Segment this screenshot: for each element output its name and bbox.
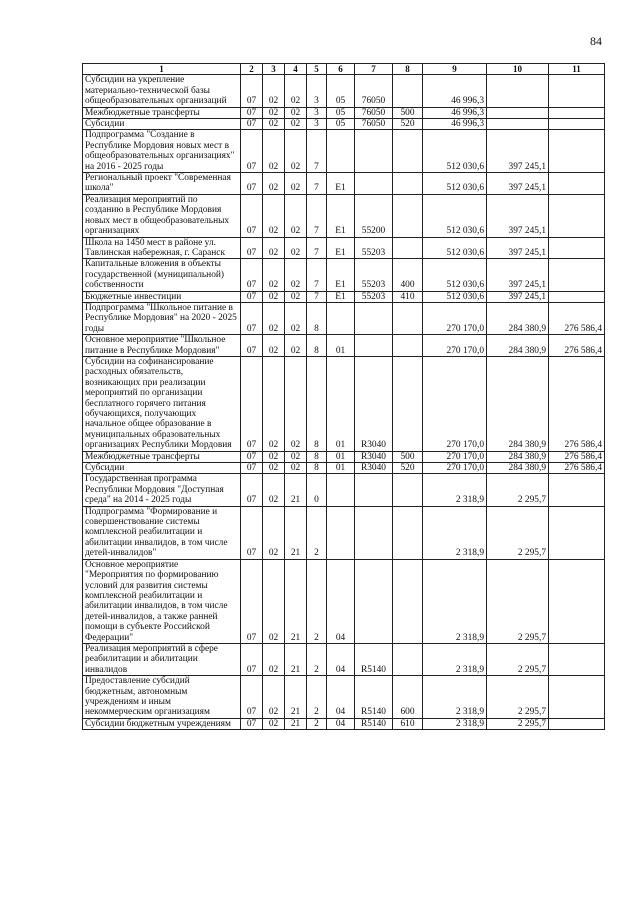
- row-name: Субсидии на софинансирование расходных обязательств, возникающих при реализации мероприятий по организации бесплатного горячего питания обучающихся, получающих начальное общее образование в муниципальных образовательных организациях Республики Мордовия: [83, 356, 241, 451]
- cell-amount: 270 170,0: [423, 335, 487, 357]
- cell-code: 8: [307, 463, 327, 474]
- cell-amount: [549, 259, 605, 291]
- cell-code: 02: [263, 119, 285, 130]
- cell-code: 02: [285, 291, 307, 302]
- row-name: Бюджетные инвестиции: [83, 291, 241, 302]
- cell-amount: [549, 474, 605, 506]
- cell-code: 02: [285, 237, 307, 259]
- cell-amount: 512 030,6: [423, 237, 487, 259]
- cell-amount: [549, 75, 605, 107]
- cell-code: 02: [285, 463, 307, 474]
- cell-code: 07: [241, 474, 263, 506]
- cell-code: 01: [327, 356, 355, 451]
- cell-code: 02: [263, 718, 285, 729]
- cell-code: 04: [327, 559, 355, 643]
- table-row: [83, 259, 605, 291]
- row-name: Региональный проект "Современная школа": [83, 173, 241, 195]
- cell-code: 02: [285, 302, 307, 334]
- cell-code: 02: [263, 643, 285, 675]
- table-row: [83, 474, 605, 506]
- table-row: [83, 559, 605, 643]
- cell-code: 76050: [355, 107, 393, 118]
- cell-code: [393, 356, 423, 451]
- cell-amount: [549, 173, 605, 195]
- cell-code: 02: [263, 302, 285, 334]
- cell-code: 55200: [355, 194, 393, 237]
- cell-code: [355, 506, 393, 559]
- row-name: Межбюджетные трансферты: [83, 107, 241, 118]
- table-row: [83, 194, 605, 237]
- cell-code: 02: [285, 119, 307, 130]
- cell-amount: 284 380,9: [487, 451, 549, 462]
- table-row: [83, 107, 605, 118]
- cell-code: 21: [285, 718, 307, 729]
- cell-code: 02: [263, 130, 285, 173]
- cell-code: 07: [241, 237, 263, 259]
- cell-code: [393, 643, 423, 675]
- row-name: Межбюджетные трансферты: [83, 451, 241, 462]
- cell-code: 02: [263, 559, 285, 643]
- page-number: 84: [590, 34, 602, 48]
- cell-code: 7: [307, 194, 327, 237]
- column-header: 6: [327, 64, 355, 75]
- table-row: [83, 718, 605, 729]
- cell-code: [355, 335, 393, 357]
- cell-amount: 397 245,1: [487, 173, 549, 195]
- column-header: 9: [423, 64, 487, 75]
- cell-code: 07: [241, 259, 263, 291]
- cell-code: 07: [241, 559, 263, 643]
- cell-code: [393, 173, 423, 195]
- cell-code: 02: [263, 107, 285, 118]
- cell-amount: 512 030,6: [423, 194, 487, 237]
- cell-amount: [487, 107, 549, 118]
- cell-code: 7: [307, 173, 327, 195]
- cell-code: 02: [285, 107, 307, 118]
- row-name: Субсидии на укрепление материально-технической базы общеобразовательных организаций: [83, 75, 241, 107]
- cell-code: 02: [285, 259, 307, 291]
- cell-code: 01: [327, 451, 355, 462]
- cell-amount: [549, 718, 605, 729]
- column-header: 4: [285, 64, 307, 75]
- cell-code: R3040: [355, 463, 393, 474]
- cell-amount: [549, 119, 605, 130]
- cell-code: 02: [285, 194, 307, 237]
- cell-amount: [549, 291, 605, 302]
- cell-code: E1: [327, 259, 355, 291]
- cell-code: 410: [393, 291, 423, 302]
- cell-code: 02: [285, 451, 307, 462]
- cell-amount: [487, 75, 549, 107]
- column-header: 2: [241, 64, 263, 75]
- cell-code: 02: [285, 356, 307, 451]
- cell-amount: 46 996,3: [423, 107, 487, 118]
- table-row: [83, 335, 605, 357]
- cell-code: 55203: [355, 237, 393, 259]
- cell-code: 07: [241, 119, 263, 130]
- cell-code: 8: [307, 302, 327, 334]
- table-row: [83, 451, 605, 462]
- table-row: [83, 75, 605, 107]
- table-row: [83, 130, 605, 173]
- cell-amount: 2 318,9: [423, 559, 487, 643]
- cell-amount: 2 318,9: [423, 676, 487, 719]
- cell-amount: 397 245,1: [487, 259, 549, 291]
- cell-code: 07: [241, 506, 263, 559]
- cell-code: 02: [285, 75, 307, 107]
- table-body: [83, 75, 605, 730]
- table-row: [83, 291, 605, 302]
- cell-amount: [549, 676, 605, 719]
- cell-code: 8: [307, 451, 327, 462]
- cell-code: 05: [327, 107, 355, 118]
- cell-code: 7: [307, 259, 327, 291]
- cell-code: 02: [263, 194, 285, 237]
- row-name: Основное мероприятие "Школьное питание в Республике Мордовия": [83, 335, 241, 357]
- cell-amount: 397 245,1: [487, 291, 549, 302]
- cell-code: R5140: [355, 676, 393, 719]
- cell-amount: 512 030,6: [423, 130, 487, 173]
- cell-amount: [487, 119, 549, 130]
- cell-code: 55203: [355, 291, 393, 302]
- table-row: [83, 463, 605, 474]
- cell-code: 02: [263, 463, 285, 474]
- table-row: [83, 643, 605, 675]
- cell-amount: 2 318,9: [423, 718, 487, 729]
- cell-code: 07: [241, 107, 263, 118]
- cell-amount: 2 295,7: [487, 474, 549, 506]
- cell-code: 21: [285, 676, 307, 719]
- row-name: Капитальные вложения в объекты государственной (муниципальной) собственности: [83, 259, 241, 291]
- cell-amount: 512 030,6: [423, 291, 487, 302]
- cell-code: 2: [307, 643, 327, 675]
- cell-code: 76050: [355, 119, 393, 130]
- cell-code: 02: [263, 173, 285, 195]
- cell-amount: [549, 107, 605, 118]
- cell-code: 07: [241, 451, 263, 462]
- column-header: 7: [355, 64, 393, 75]
- cell-code: 07: [241, 291, 263, 302]
- cell-code: 07: [241, 302, 263, 334]
- cell-code: 21: [285, 643, 307, 675]
- cell-code: 07: [241, 676, 263, 719]
- cell-amount: 2 295,7: [487, 676, 549, 719]
- row-name: Основное мероприятие "Мероприятия по формированию условий для развития системы комплексной реабилитации и абилитации инвалидов, в том числе детей-инвалидов, а также ранней помощи в субъекте Российской Федерации": [83, 559, 241, 643]
- row-name: Субсидии бюджетным учреждениям: [83, 718, 241, 729]
- cell-code: 520: [393, 119, 423, 130]
- table-row: [83, 356, 605, 451]
- cell-amount: 2 295,7: [487, 718, 549, 729]
- table-row: [83, 237, 605, 259]
- cell-code: E1: [327, 237, 355, 259]
- cell-amount: 2 318,9: [423, 506, 487, 559]
- cell-code: 02: [263, 259, 285, 291]
- cell-code: [393, 302, 423, 334]
- column-header: 3: [263, 64, 285, 75]
- cell-code: 07: [241, 718, 263, 729]
- cell-code: R3040: [355, 356, 393, 451]
- cell-code: 04: [327, 643, 355, 675]
- cell-code: 21: [285, 559, 307, 643]
- cell-amount: 276 586,4: [549, 335, 605, 357]
- cell-code: 02: [285, 130, 307, 173]
- cell-code: 07: [241, 356, 263, 451]
- table-row: [83, 173, 605, 195]
- cell-amount: 46 996,3: [423, 119, 487, 130]
- cell-amount: 276 586,4: [549, 356, 605, 451]
- column-header: 5: [307, 64, 327, 75]
- cell-amount: 397 245,1: [487, 237, 549, 259]
- cell-code: [393, 559, 423, 643]
- cell-code: [355, 130, 393, 173]
- cell-code: 02: [263, 474, 285, 506]
- cell-amount: 276 586,4: [549, 302, 605, 334]
- cell-code: 3: [307, 75, 327, 107]
- cell-amount: 2 295,7: [487, 506, 549, 559]
- cell-code: 02: [263, 237, 285, 259]
- cell-code: 02: [263, 506, 285, 559]
- cell-amount: 284 380,9: [487, 356, 549, 451]
- cell-code: E1: [327, 173, 355, 195]
- row-name: Подпрограмма "Формирование и совершенствование системы комплексной реабилитации и абилитации инвалидов, в том числе детей-инвалидов": [83, 506, 241, 559]
- cell-code: 2: [307, 506, 327, 559]
- row-name: Государственная программа Республики Мордовия "Доступная среда" на 2014 - 2025 годы: [83, 474, 241, 506]
- row-name: Подпрограмма "Школьное питание в Республике Мордовия" на 2020 - 2025 годы: [83, 302, 241, 334]
- cell-amount: 46 996,3: [423, 75, 487, 107]
- column-header: 1: [83, 64, 241, 75]
- column-header: 11: [549, 64, 605, 75]
- cell-code: [393, 474, 423, 506]
- cell-code: 7: [307, 237, 327, 259]
- cell-amount: [549, 559, 605, 643]
- cell-code: 02: [263, 291, 285, 302]
- cell-amount: [549, 194, 605, 237]
- column-header: 8: [393, 64, 423, 75]
- table-row: [83, 119, 605, 130]
- cell-code: 04: [327, 718, 355, 729]
- cell-code: 07: [241, 194, 263, 237]
- cell-amount: [549, 506, 605, 559]
- cell-amount: [549, 643, 605, 675]
- cell-amount: 276 586,4: [549, 463, 605, 474]
- cell-code: 76050: [355, 75, 393, 107]
- cell-code: [393, 335, 423, 357]
- cell-code: 01: [327, 335, 355, 357]
- cell-code: 07: [241, 75, 263, 107]
- cell-code: 05: [327, 75, 355, 107]
- cell-code: [327, 302, 355, 334]
- cell-code: 55203: [355, 259, 393, 291]
- cell-amount: 270 170,0: [423, 302, 487, 334]
- cell-code: R5140: [355, 718, 393, 729]
- cell-code: E1: [327, 194, 355, 237]
- cell-code: 3: [307, 107, 327, 118]
- cell-code: R5140: [355, 643, 393, 675]
- cell-code: 400: [393, 259, 423, 291]
- row-name: Подпрограмма "Создание в Республике Мордовия новых мест в общеобразовательных организациях" на 2016 - 2025 годы: [83, 130, 241, 173]
- cell-amount: 284 380,9: [487, 302, 549, 334]
- cell-code: 07: [241, 130, 263, 173]
- cell-amount: 270 170,0: [423, 451, 487, 462]
- cell-code: [355, 173, 393, 195]
- cell-code: [393, 130, 423, 173]
- cell-code: 500: [393, 451, 423, 462]
- row-name: Реализация мероприятий по созданию в Республике Мордовия новых мест в общеобразовательных организациях: [83, 194, 241, 237]
- row-name: Школа на 1450 мест в районе ул. Тавлинская набережная, г. Саранск: [83, 237, 241, 259]
- row-name: Предоставление субсидий бюджетным, автономным учреждениям и иным некоммерческим организациям: [83, 676, 241, 719]
- cell-code: 0: [307, 474, 327, 506]
- cell-code: 610: [393, 718, 423, 729]
- cell-code: 07: [241, 335, 263, 357]
- cell-code: [393, 75, 423, 107]
- cell-code: [355, 559, 393, 643]
- cell-code: R3040: [355, 451, 393, 462]
- cell-code: [355, 302, 393, 334]
- cell-code: 600: [393, 676, 423, 719]
- cell-amount: 512 030,6: [423, 259, 487, 291]
- cell-code: 02: [263, 335, 285, 357]
- cell-code: 07: [241, 463, 263, 474]
- cell-code: 2: [307, 559, 327, 643]
- cell-code: [327, 130, 355, 173]
- header-row: [83, 64, 605, 75]
- row-name: Субсидии: [83, 463, 241, 474]
- cell-code: 520: [393, 463, 423, 474]
- cell-code: 02: [263, 451, 285, 462]
- cell-amount: 2 318,9: [423, 643, 487, 675]
- cell-code: 21: [285, 474, 307, 506]
- cell-code: 02: [285, 335, 307, 357]
- cell-code: 02: [285, 173, 307, 195]
- cell-code: 21: [285, 506, 307, 559]
- cell-amount: 284 380,9: [487, 463, 549, 474]
- cell-code: 07: [241, 173, 263, 195]
- cell-code: 2: [307, 718, 327, 729]
- row-name: Субсидии: [83, 119, 241, 130]
- cell-code: 02: [263, 356, 285, 451]
- cell-code: [327, 474, 355, 506]
- cell-code: 7: [307, 130, 327, 173]
- budget-table: [82, 63, 605, 730]
- cell-code: E1: [327, 291, 355, 302]
- cell-amount: 270 170,0: [423, 463, 487, 474]
- cell-amount: 2 295,7: [487, 559, 549, 643]
- cell-code: [327, 506, 355, 559]
- cell-code: 02: [263, 75, 285, 107]
- cell-code: [393, 506, 423, 559]
- cell-code: [393, 237, 423, 259]
- cell-amount: 397 245,1: [487, 194, 549, 237]
- cell-code: 3: [307, 119, 327, 130]
- cell-amount: 2 318,9: [423, 474, 487, 506]
- cell-code: 02: [263, 676, 285, 719]
- cell-amount: 397 245,1: [487, 130, 549, 173]
- column-header: 10: [487, 64, 549, 75]
- cell-amount: 512 030,6: [423, 173, 487, 195]
- cell-amount: 2 295,7: [487, 643, 549, 675]
- cell-code: 7: [307, 291, 327, 302]
- cell-amount: [549, 130, 605, 173]
- cell-code: 2: [307, 676, 327, 719]
- cell-code: [355, 474, 393, 506]
- cell-code: 8: [307, 356, 327, 451]
- cell-amount: [549, 237, 605, 259]
- cell-code: 500: [393, 107, 423, 118]
- cell-code: [393, 194, 423, 237]
- cell-amount: 270 170,0: [423, 356, 487, 451]
- row-name: Реализация мероприятий в сфере реабилитации и абилитации инвалидов: [83, 643, 241, 675]
- table-row: [83, 302, 605, 334]
- table-row: [83, 506, 605, 559]
- cell-code: 05: [327, 119, 355, 130]
- cell-amount: 284 380,9: [487, 335, 549, 357]
- cell-code: 04: [327, 676, 355, 719]
- table-row: [83, 676, 605, 719]
- cell-amount: 276 586,4: [549, 451, 605, 462]
- cell-code: 07: [241, 643, 263, 675]
- cell-code: 8: [307, 335, 327, 357]
- cell-code: 01: [327, 463, 355, 474]
